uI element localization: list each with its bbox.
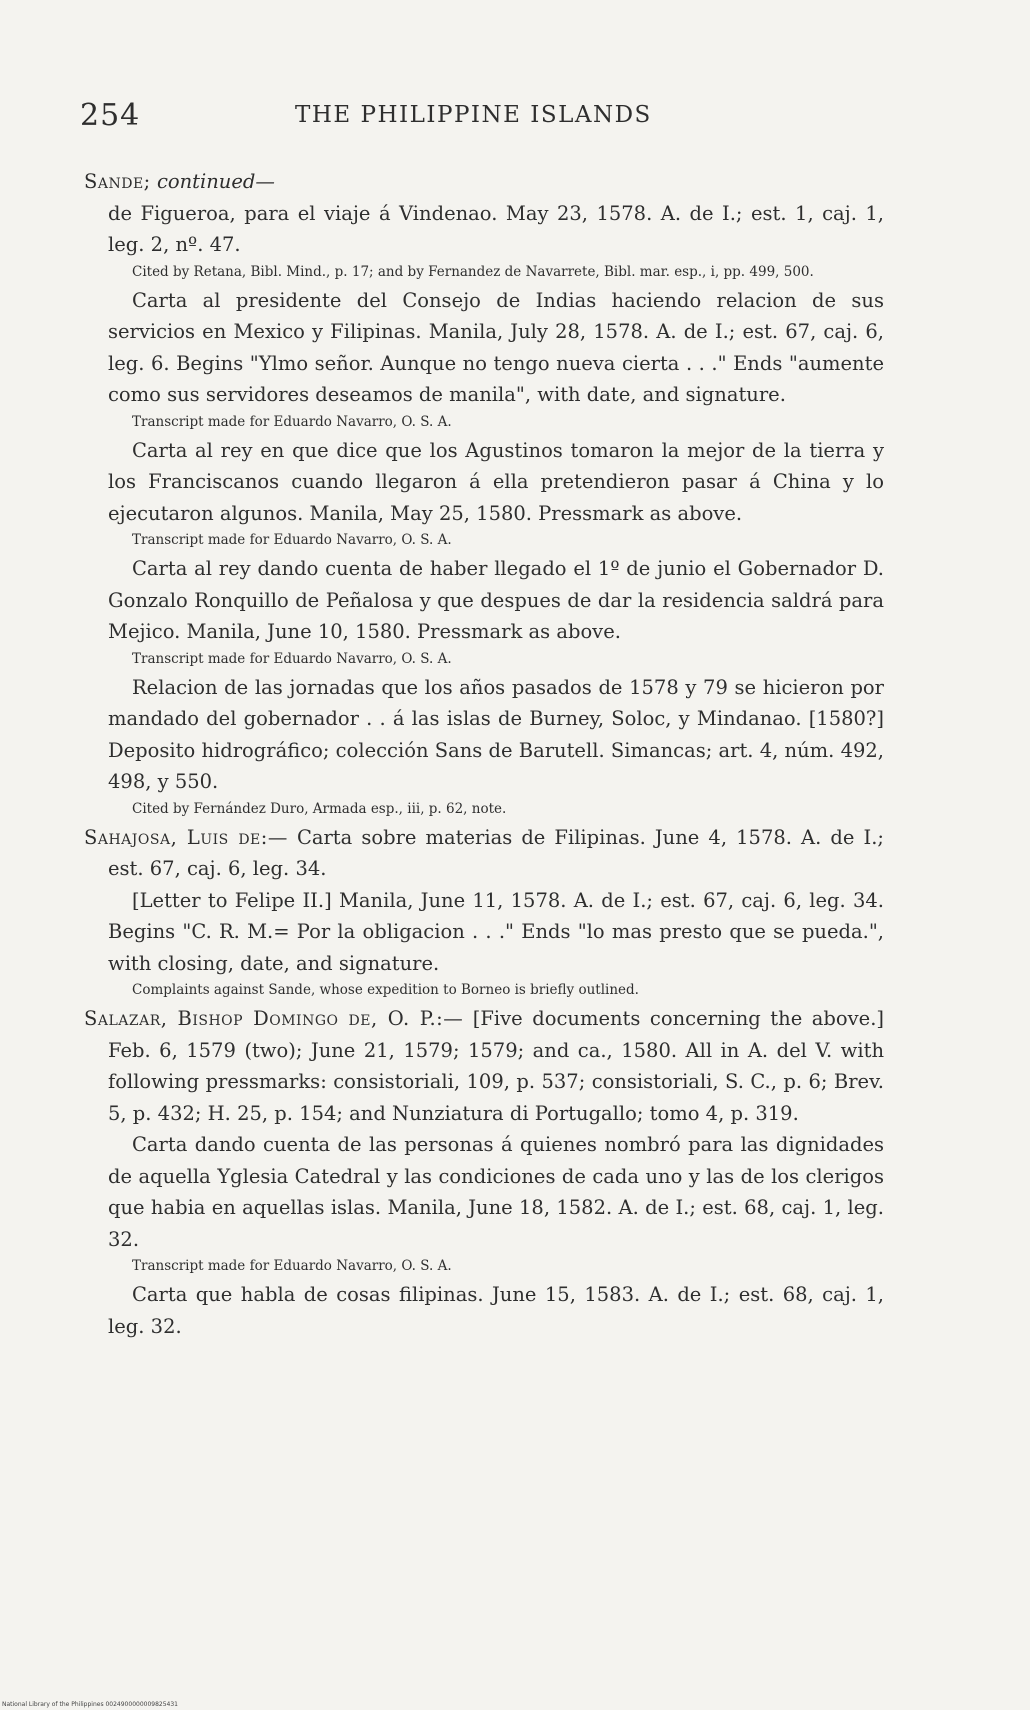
entry-salazar xyxy=(84,1003,884,1129)
entry-heading: Salazar, Bishop Domingo de, O. P.:— xyxy=(84,1007,464,1030)
entry-text: Carta sobre materias de Filipinas. June 4, 1578. A. de I.; est. 67, caj. 6, leg. 34. xyxy=(108,825,884,880)
entry-note: Transcript made for Eduardo Navarro, O. S. A. xyxy=(132,532,452,548)
entry-paragraph: de Figueroa, para el viaje á Vindenao. May 23, 1578. A. de I.; est. 1, caj. 1, leg. 2, nº. 47. xyxy=(108,201,884,256)
entry-paragraph: Relacion de las jornadas que los años pasados de 1578 y 79 se hicieron por mandado del gobernador . . á las islas de Burney, Soloc, y Mindanao. [1580?] Deposito hidrográfico; colección Sans de Barutell. Simancas; art. 4, núm. 492, 498, y 550. xyxy=(108,675,884,793)
entry-sahajosa xyxy=(84,822,884,885)
entry-paragraph: [Letter to Felipe II.] Manila, June 11, 1578. A. de I.; est. 67, caj. 6, leg. 34. Begins "C. R. M.= Por la obligacion . . ." Ends "lo mas presto que se pueda.", with closing, date, and signature. xyxy=(108,888,884,975)
running-title: THE PHILIPPINE ISLANDS xyxy=(295,102,652,128)
entry-text: [Five documents concerning the above.] Feb. 6, 1579 (two); June 21, 1579; 1579; and ca., 1580. All in A. del V. with following pressmarks: consistoriali, 109, p. 537; consistoriali, S. C., p. 6; Brev. 5, p. 432; H. 25, p. 154; and Nunziatura di Portugallo; tomo 4, p. 319. xyxy=(108,1007,884,1125)
entry-note: Complaints against Sande, whose expedition to Borneo is briefly outlined. xyxy=(132,982,639,998)
entry-sande-continued xyxy=(84,166,884,198)
entry-paragraph: Carta al rey dando cuenta de haber llegado el 1º de junio el Gobernador D. Gonzalo Ronquillo de Peñalosa y que despues de dar la residencia saldrá para Mejico. Manila, June 10, 1580. Pressmark as above. xyxy=(108,557,884,643)
page-body xyxy=(84,166,884,1342)
entry-note: Cited by Retana, Bibl. Mind., p. 17; and by Fernandez de Navarrete, Bibl. mar. esp., i, pp. 499, 500. xyxy=(132,263,814,280)
entry-paragraph: Carta al rey en que dice que los Agustinos tomaron la mejor de la tierra y los Franciscanos cuando llegaron á ella pretendieron pasar á China y lo ejecutaron algunos. Manila, May 25, 1580. Pressmark as above. xyxy=(108,438,884,525)
entry-note: Transcript made for Eduardo Navarro, O. S. A. xyxy=(132,650,452,667)
entry-note: Transcript made for Eduardo Navarro, O. S. A. xyxy=(132,413,452,430)
continued-label: continued— xyxy=(156,170,275,193)
entry-note: Transcript made for Eduardo Navarro, O. S. A. xyxy=(132,1258,452,1274)
entry-paragraph: Carta al presidente del Consejo de Indias haciendo relacion de sus servicios en Mexico y Filipinas. Manila, July 28, 1578. A. de I.; est. 67, caj. 6, leg. 6. Begins "Ylmo señor. Aunque no tengo nueva cierta . . ." Ends "aumente como sus servidores deseamos de manila", with date, and signature. xyxy=(108,288,884,406)
entry-paragraph: Carta dando cuenta de las personas á quienes nombró para las dignidades de aquella Yglesia Catedral y las condiciones de cada uno y las de los clerigos que habia en aquellas islas. Manila, June 18, 1582. A. de I.; est. 68, caj. 1, leg. 32. xyxy=(108,1133,884,1251)
entry-heading: Sahajosa, Luis de:— xyxy=(84,825,288,849)
page-number: 254 xyxy=(80,98,141,133)
entry-heading: Sande; xyxy=(84,170,151,193)
library-footer: National Library of the Philippines 0024900000009825431 xyxy=(2,1701,179,1708)
entry-note: Cited by Fernández Duro, Armada esp., iii, p. 62, note. xyxy=(132,800,507,817)
page-header xyxy=(80,98,950,138)
entry-paragraph: Carta que habla de cosas filipinas. June 15, 1583. A. de I.; est. 68, caj. 1, leg. 32. xyxy=(108,1283,884,1338)
